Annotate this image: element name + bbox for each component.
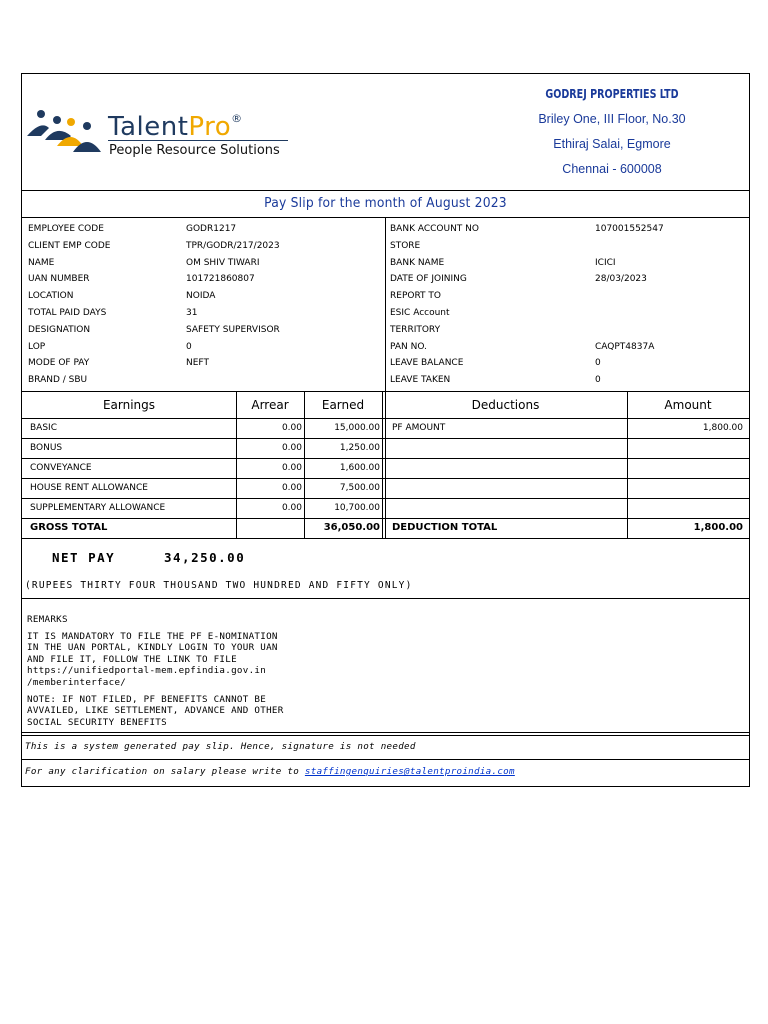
info-value: 0 [595,375,601,386]
logo-rule [108,140,288,141]
info-value: GODR1217 [186,224,237,234]
info-label: LEAVE BALANCE [390,358,464,369]
divider [22,538,749,539]
deduction-name: PF AMOUNT [392,423,446,433]
info-label: EMPLOYEE CODE [28,224,104,234]
remarks-line: NOTE: IF NOT FILED, PF BENEFITS CANNOT BE [27,693,267,705]
system-generated-note: This is a system generated pay slip. Hence, signature is not needed [25,741,416,752]
earning-name: CONVEYANCE [30,463,92,473]
info-label: TOTAL PAID DAYS [28,308,107,318]
info-value: NOIDA [186,291,216,302]
divider [22,759,749,760]
info-label: LOP [28,341,46,352]
earning-earned: 1,250.00 [339,443,380,453]
info-value: 101721860807 [186,274,255,285]
info-label: BANK NAME [390,257,445,268]
earning-name: BONUS [30,443,63,453]
earning-name: HOUSE RENT ALLOWANCE [30,483,148,493]
info-value: ICICI [595,257,616,268]
info-value: 0 [595,358,601,369]
company-block [462,84,762,184]
remarks-heading: REMARKS [27,614,68,625]
earning-arrear: 0.00 [281,443,302,453]
earning-arrear: 0.00 [281,463,302,473]
net-pay-value: 34,250.00 [164,550,246,565]
remarks-block [27,614,284,728]
info-value: NEFT [186,358,209,369]
info-value: TPR/GODR/217/2023 [186,240,280,251]
amount-header: Amount [664,398,712,412]
deduction-total-label: DEDUCTION TOTAL [392,522,498,533]
earning-name: SUPPLEMENTARY ALLOWANCE [30,503,166,513]
info-label: ESIC Account [390,308,450,318]
deduction-amount: 1,800.00 [702,423,743,433]
remarks-line: AVVAILED, LIKE SETTLEMENT, ADVANCE AND OTHER [27,705,284,717]
info-label: LEAVE TAKEN [390,375,451,386]
info-label: STORE [390,240,421,251]
email-link[interactable]: staffingenquiries@talentproindia.com [304,766,515,777]
earning-arrear: 0.00 [281,423,302,433]
arrear-header: Arrear [251,398,289,412]
info-label: MODE OF PAY [28,358,90,369]
info-value: 28/03/2023 [595,274,647,285]
earning-earned: 10,700.00 [334,503,380,513]
earning-arrear: 0.00 [281,503,302,513]
remarks-line: IT IS MANDATORY TO FILE THE PF E-NOMINATION [27,630,278,642]
logo-subtitle: People Resource Solutions [109,143,280,158]
info-value: 31 [186,308,198,318]
info-label: UAN NUMBER [28,274,90,285]
company-address-line2: Ethiraj Salai, Egmore [553,137,671,151]
net-pay-label: NET PAY [52,550,116,565]
info-value: OM SHIV TIWARI [186,257,260,268]
deduction-amount [627,438,743,458]
info-value: CAQPT4837A [595,341,655,352]
divider [22,732,749,733]
divider [382,392,383,538]
info-value: SAFETY SUPERVISOR [186,324,280,335]
info-label: DESIGNATION [28,324,91,335]
pay-slip [21,73,750,787]
divider [385,217,386,391]
info-label: PAN NO. [390,341,427,352]
deduction-amount [627,498,743,518]
company-name: GODREJ PROPERTIES LTD [545,86,679,101]
info-label: DATE OF JOINING [390,274,467,285]
info-value: 0 [186,341,192,352]
remarks-line: IN THE UAN PORTAL, KINDLY LOGIN TO YOUR UAN [27,642,278,654]
gross-total-value: 36,050.00 [323,522,380,533]
info-label: BANK ACCOUNT NO [390,224,479,234]
earning-earned: 7,500.00 [339,483,380,493]
gross-total-label: GROSS TOTAL [30,522,108,533]
divider [385,392,386,538]
divider [22,735,749,736]
info-label: REPORT TO [390,291,441,302]
info-label: TERRITORY [390,324,441,335]
earnings-header: Earnings [102,398,156,412]
clarification-text: For any clarification on salary please write to [25,766,305,777]
deductions-header: Deductions [471,398,540,412]
earning-name: BASIC [30,423,57,433]
divider [22,598,749,599]
remarks-line: https://unifiedportal-mem.epfindia.gov.in [27,665,267,677]
company-address-line3: Chennai - 600008 [562,162,662,176]
deduction-amount [627,478,743,498]
info-label: CLIENT EMP CODE [28,240,111,251]
info-label: LOCATION [28,291,74,302]
earned-header: Earned [321,398,365,412]
info-label: BRAND / SBU [28,375,88,386]
remarks-line: SOCIAL SECURITY BENEFITS [27,716,167,728]
deduction-total-value: 1,800.00 [693,522,743,533]
logo-title: TalentPro® [108,112,243,142]
info-value: 107001552547 [595,224,664,234]
clarification-note [25,766,515,777]
info-label: NAME [28,257,55,268]
remarks-line: AND FILE IT, FOLLOW THE LINK TO FILE [27,653,237,665]
earning-earned: 1,600.00 [339,463,380,473]
remarks-line: /memberinterface/ [27,676,127,688]
payslip-title: Pay Slip for the month of August 2023 [264,196,507,211]
company-address-line1: Briley One, III Floor, No.30 [538,112,686,126]
deduction-amount [627,458,743,478]
earning-earned: 15,000.00 [334,423,380,433]
net-pay-in-words: (RUPEES THIRTY FOUR THOUSAND TWO HUNDRED AND FIFTY ONLY) [25,580,413,591]
earning-arrear: 0.00 [281,483,302,493]
